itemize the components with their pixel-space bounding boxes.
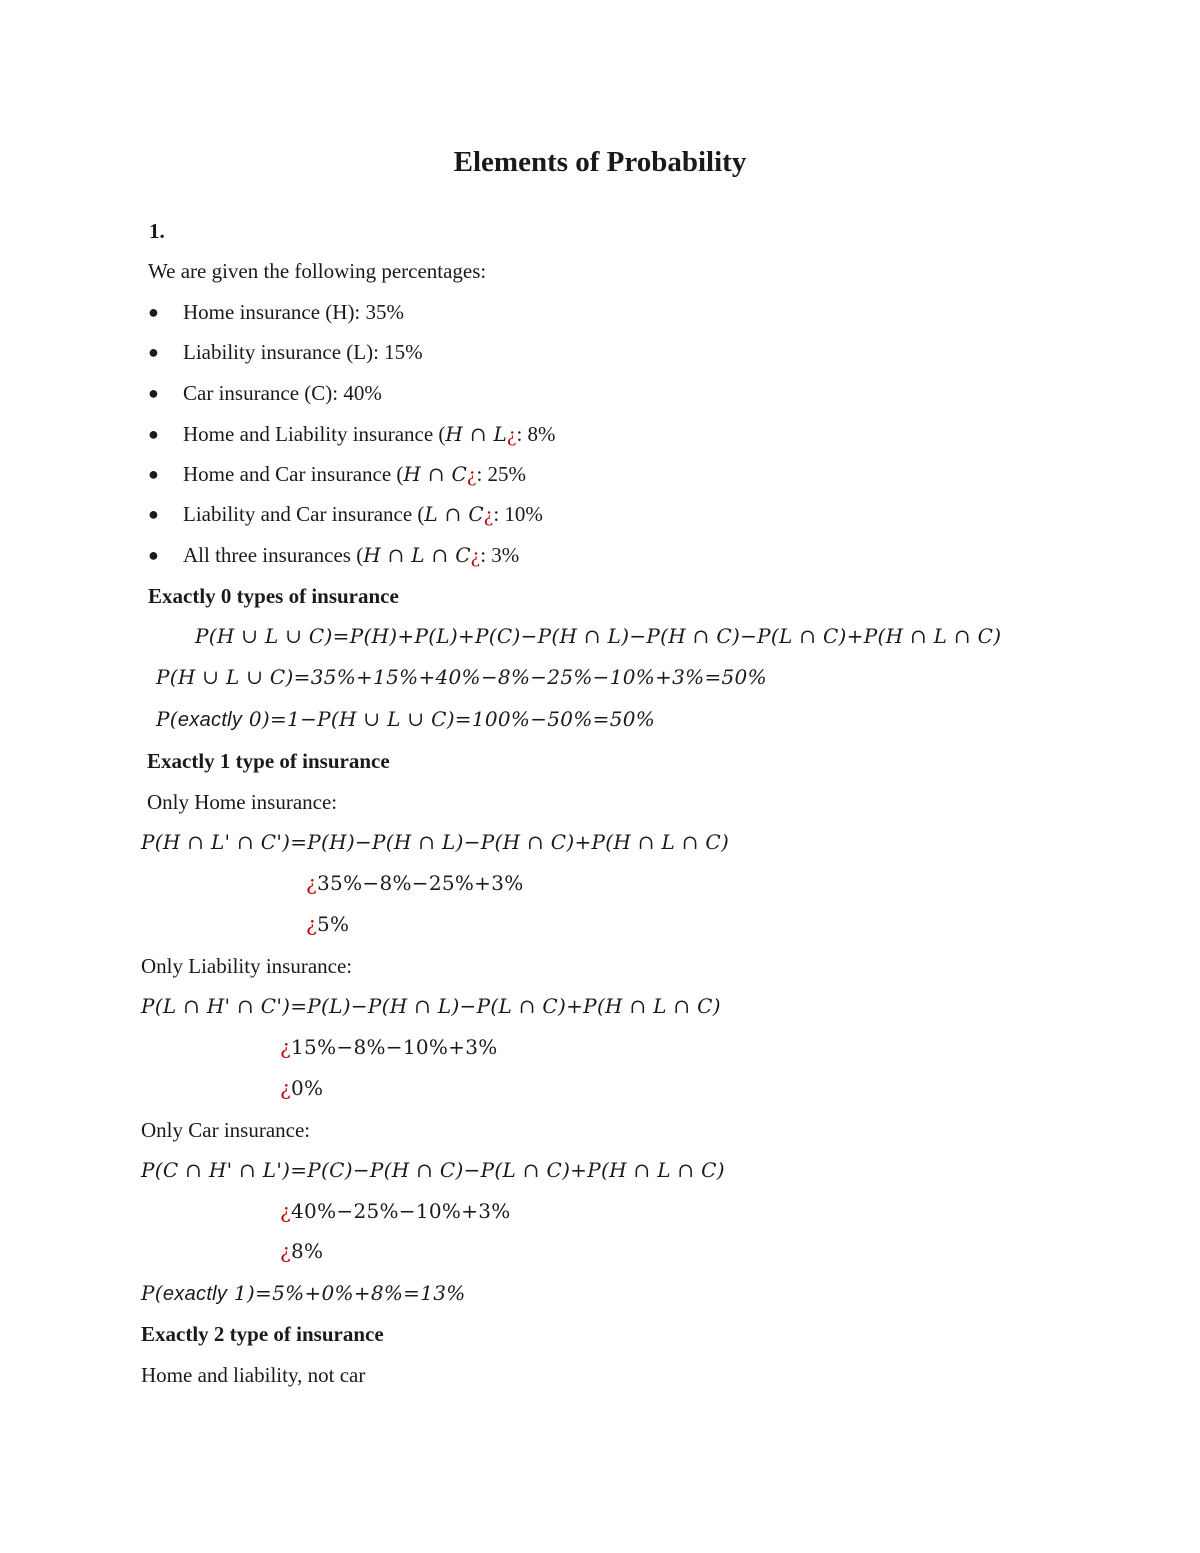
list-item-text: Home and Car insurance (H ∩ C¿: 25%: [183, 462, 527, 486]
equation-only-home-step-2: ¿5%: [306, 912, 350, 936]
list-item-text: Car insurance (C): 40%: [183, 381, 382, 405]
list-item-text: All three insurances (H ∩ L ∩ C¿: 3%: [183, 543, 520, 567]
equation-only-home: P(H ∩ L' ∩ C')=P(H)−P(H ∩ L)−P(H ∩ C)+P(H ∩ L ∩ C): [141, 830, 730, 854]
bullet-icon: ●: [148, 424, 159, 444]
equation-only-car-step-1: ¿40%−25%−10%+3%: [280, 1199, 511, 1223]
section-heading-exactly-0: Exactly 0 types of insurance: [148, 584, 399, 608]
bullet-icon: ●: [148, 383, 159, 403]
only-liability-label: Only Liability insurance:: [141, 954, 353, 978]
list-item-text: Home and Liability insurance (H ∩ L¿: 8%: [183, 422, 556, 446]
list-item-text: Home insurance (H): 35%: [183, 300, 405, 324]
equation-only-home-step-1: ¿35%−8%−25%+3%: [306, 871, 524, 895]
equation-only-liability-step-2: ¿0%: [280, 1076, 324, 1100]
section-heading-exactly-1: Exactly 1 type of insurance: [147, 749, 390, 773]
section-heading-exactly-2: Exactly 2 type of insurance: [141, 1322, 384, 1346]
equation-only-car-step-2: ¿8%: [280, 1239, 324, 1263]
bullet-icon: ●: [148, 342, 159, 362]
bullet-icon: ●: [148, 504, 159, 524]
problem-number: 1.: [149, 219, 165, 243]
equation-only-liability-step-1: ¿15%−8%−10%+3%: [280, 1035, 498, 1059]
bullet-icon: ●: [148, 302, 159, 322]
home-and-liability-label: Home and liability, not car: [141, 1363, 366, 1387]
intro-text: We are given the following percentages:: [148, 259, 487, 283]
equation-inclusion-exclusion: P(H ∪ L ∪ C)=P(H)+P(L)+P(C)−P(H ∩ L)−P(H ∩ C)−P(L ∩ C)+P(H ∩ L ∩ C): [195, 624, 1002, 648]
only-home-label: Only Home insurance:: [147, 790, 338, 814]
equation-exactly-0: P(exactly 0)=1−P(H ∪ L ∪ C)=100%−50%=50%: [156, 707, 656, 731]
list-item-text: Liability and Car insurance (L ∩ C¿: 10%: [183, 502, 543, 526]
equation-exactly-1: P(exactly 1)=5%+0%+8%=13%: [141, 1281, 466, 1305]
bullet-icon: ●: [148, 464, 159, 484]
page-title: Elements of Probability: [453, 146, 747, 178]
equation-union-value: P(H ∪ L ∪ C)=35%+15%+40%−8%−25%−10%+3%=50%: [156, 665, 767, 689]
bullet-icon: ●: [148, 545, 159, 565]
only-car-label: Only Car insurance:: [141, 1118, 311, 1142]
equation-only-car: P(C ∩ H' ∩ L')=P(C)−P(H ∩ C)−P(L ∩ C)+P(H ∩ L ∩ C): [141, 1158, 725, 1182]
equation-only-liability: P(L ∩ H' ∩ C')=P(L)−P(H ∩ L)−P(L ∩ C)+P(H ∩ L ∩ C): [141, 994, 721, 1018]
list-item-text: Liability insurance (L): 15%: [183, 340, 423, 364]
